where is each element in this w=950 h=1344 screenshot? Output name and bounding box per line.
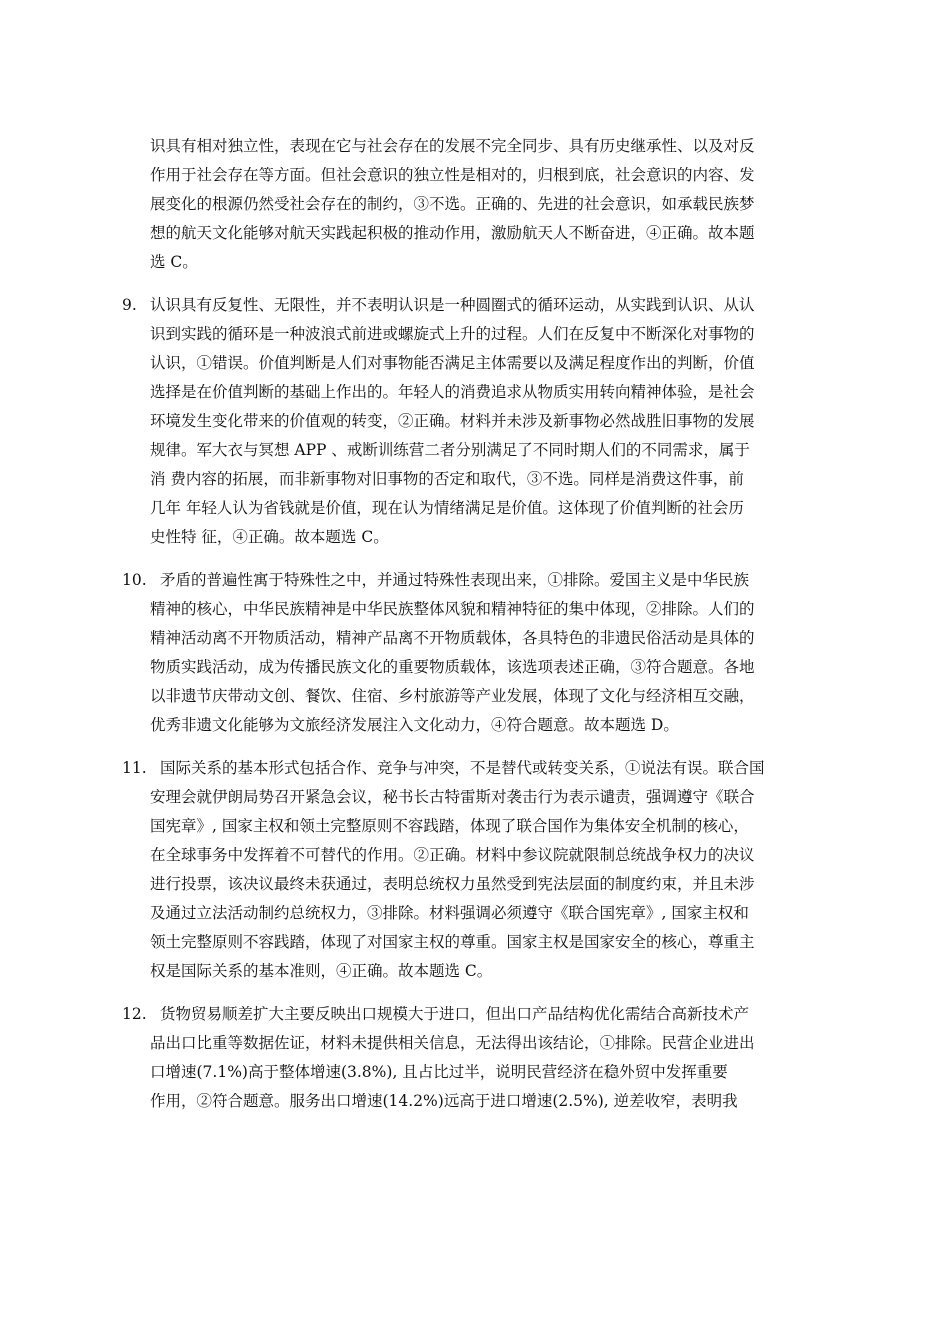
- text-line: 国宪章》, 国家主权和领土完整原则不容践踏，体现了联合国作为集体安全机制的核心，: [150, 817, 749, 835]
- text-line: 安理会就伊朗局势召开紧急会议，秘书长古特雷斯对袭击行为表示谴责，强调遵守《联合: [150, 788, 755, 806]
- text-line: 识具有相对独立性，表现在它与社会存在的发展不完全同步、具有历史继承性、以及对反: [150, 137, 755, 155]
- text-line: 史性特 征，④正确。故本题选 C。: [150, 528, 389, 546]
- text-line: 进行投票，该决议最终未获通过，表明总统权力虽然受到宪法层面的制度约束，并且未涉: [150, 875, 755, 893]
- item-number: 9.: [122, 296, 137, 314]
- text-line: 认识，①错误。价值判断是人们对事物能否满足主体需要以及满足程度作出的判断，价值: [150, 354, 755, 372]
- text-line: 选 C。: [150, 253, 198, 271]
- text-line: 货物贸易顺差扩大主要反映出口规模大于进口，但出口产品结构优化需结合高新技术产: [160, 1005, 750, 1023]
- text-line: 识到实践的循环是一种波浪式前进或螺旋式上升的过程。人们在反复中不断深化对事物的: [150, 325, 755, 343]
- text-line: 认识具有反复性、无限性，并不表明认识是一种圆圈式的循环运动，从实践到认识、从认: [150, 296, 755, 314]
- text-line: 规律。军大衣与冥想 APP 、戒断训练营二者分别满足了不同时期人们的不同需求，属于: [150, 441, 750, 459]
- item-number: 12.: [122, 1005, 147, 1023]
- text-line: 选择是在价值判断的基础上作出的。年轻人的消费追求从物质实用转向精神体验，是社会: [150, 383, 755, 401]
- text-line: 品出口比重等数据佐证，材料未提供相关信息，无法得出该结论，①排除。民营企业进出: [150, 1034, 755, 1052]
- text-line: 国际关系的基本形式包括合作、竞争与冲突，不是替代或转变关系，①说法有误。联合国: [160, 759, 765, 777]
- text-line: 展变化的根源仍然受社会存在的制约，③不选。正确的、先进的社会意识，如承载民族梦: [150, 195, 755, 213]
- text-line: 口增速(7.1%)高于整体增速(3.8%), 且占比过半，说明民营经济在稳外贸中发挥重要: [150, 1063, 728, 1081]
- text-line: 环境发生变化带来的价值观的转变，②正确。材料并未涉及新事物必然战胜旧事物的发展: [150, 412, 755, 430]
- text-line: 矛盾的普遍性寓于特殊性之中，并通过特殊性表现出来，①排除。爱国主义是中华民族: [160, 571, 750, 589]
- item-number: 11.: [122, 759, 147, 777]
- text-line: 及通过立法活动制约总统权力，③排除。材料强调必须遵守《联合国宪章》, 国家主权和: [150, 904, 749, 922]
- text-line: 几年 年轻人认为省钱就是价值，现在认为情绪满足是价值。这体现了价值判断的社会历: [150, 499, 744, 517]
- text-line: 优秀非遗文化能够为文旅经济发展注入文化动力，④符合题意。故本题选 D。: [150, 716, 679, 734]
- text-line: 精神的核心，中华民族精神是中华民族整体风貌和精神特征的集中体现，②排除。人们的: [150, 600, 755, 618]
- text-line: 作用于社会存在等方面。但社会意识的独立性是相对的，归根到底，社会意识的内容、发: [150, 166, 755, 184]
- text-line: 权是国际关系的基本准则，④正确。故本题选 C。: [150, 962, 493, 980]
- text-line: 作用，②符合题意。服务出口增速(14.2%)远高于进口增速(2.5%), 逆差收窄，表明我: [150, 1092, 738, 1110]
- text-line: 想的航天文化能够对航天实践起积极的推动作用，激励航天人不断奋进，④正确。故本题: [150, 224, 755, 242]
- text-line: 领土完整原则不容践踏，体现了对国家主权的尊重。国家主权是国家安全的核心，尊重主: [150, 933, 755, 951]
- text-line: 消 费内容的拓展，而非新事物对旧事物的否定和取代，③不选。同样是消费这件事，前: [150, 470, 744, 488]
- item-number: 10.: [122, 571, 147, 589]
- text-line: 精神活动离不开物质活动，精神产品离不开物质载体，各具特色的非遗民俗活动是具体的: [150, 629, 755, 647]
- text-line: 在全球事务中发挥着不可替代的作用。②正确。材料中参议院就限制总统战争权力的决议: [150, 846, 755, 864]
- text-line: 以非遗节庆带动文创、餐饮、住宿、乡村旅游等产业发展，体现了文化与经济相互交融，: [150, 687, 755, 705]
- text-line: 物质实践活动，成为传播民族文化的重要物质载体，该选项表述正确，③符合题意。各地: [150, 658, 755, 676]
